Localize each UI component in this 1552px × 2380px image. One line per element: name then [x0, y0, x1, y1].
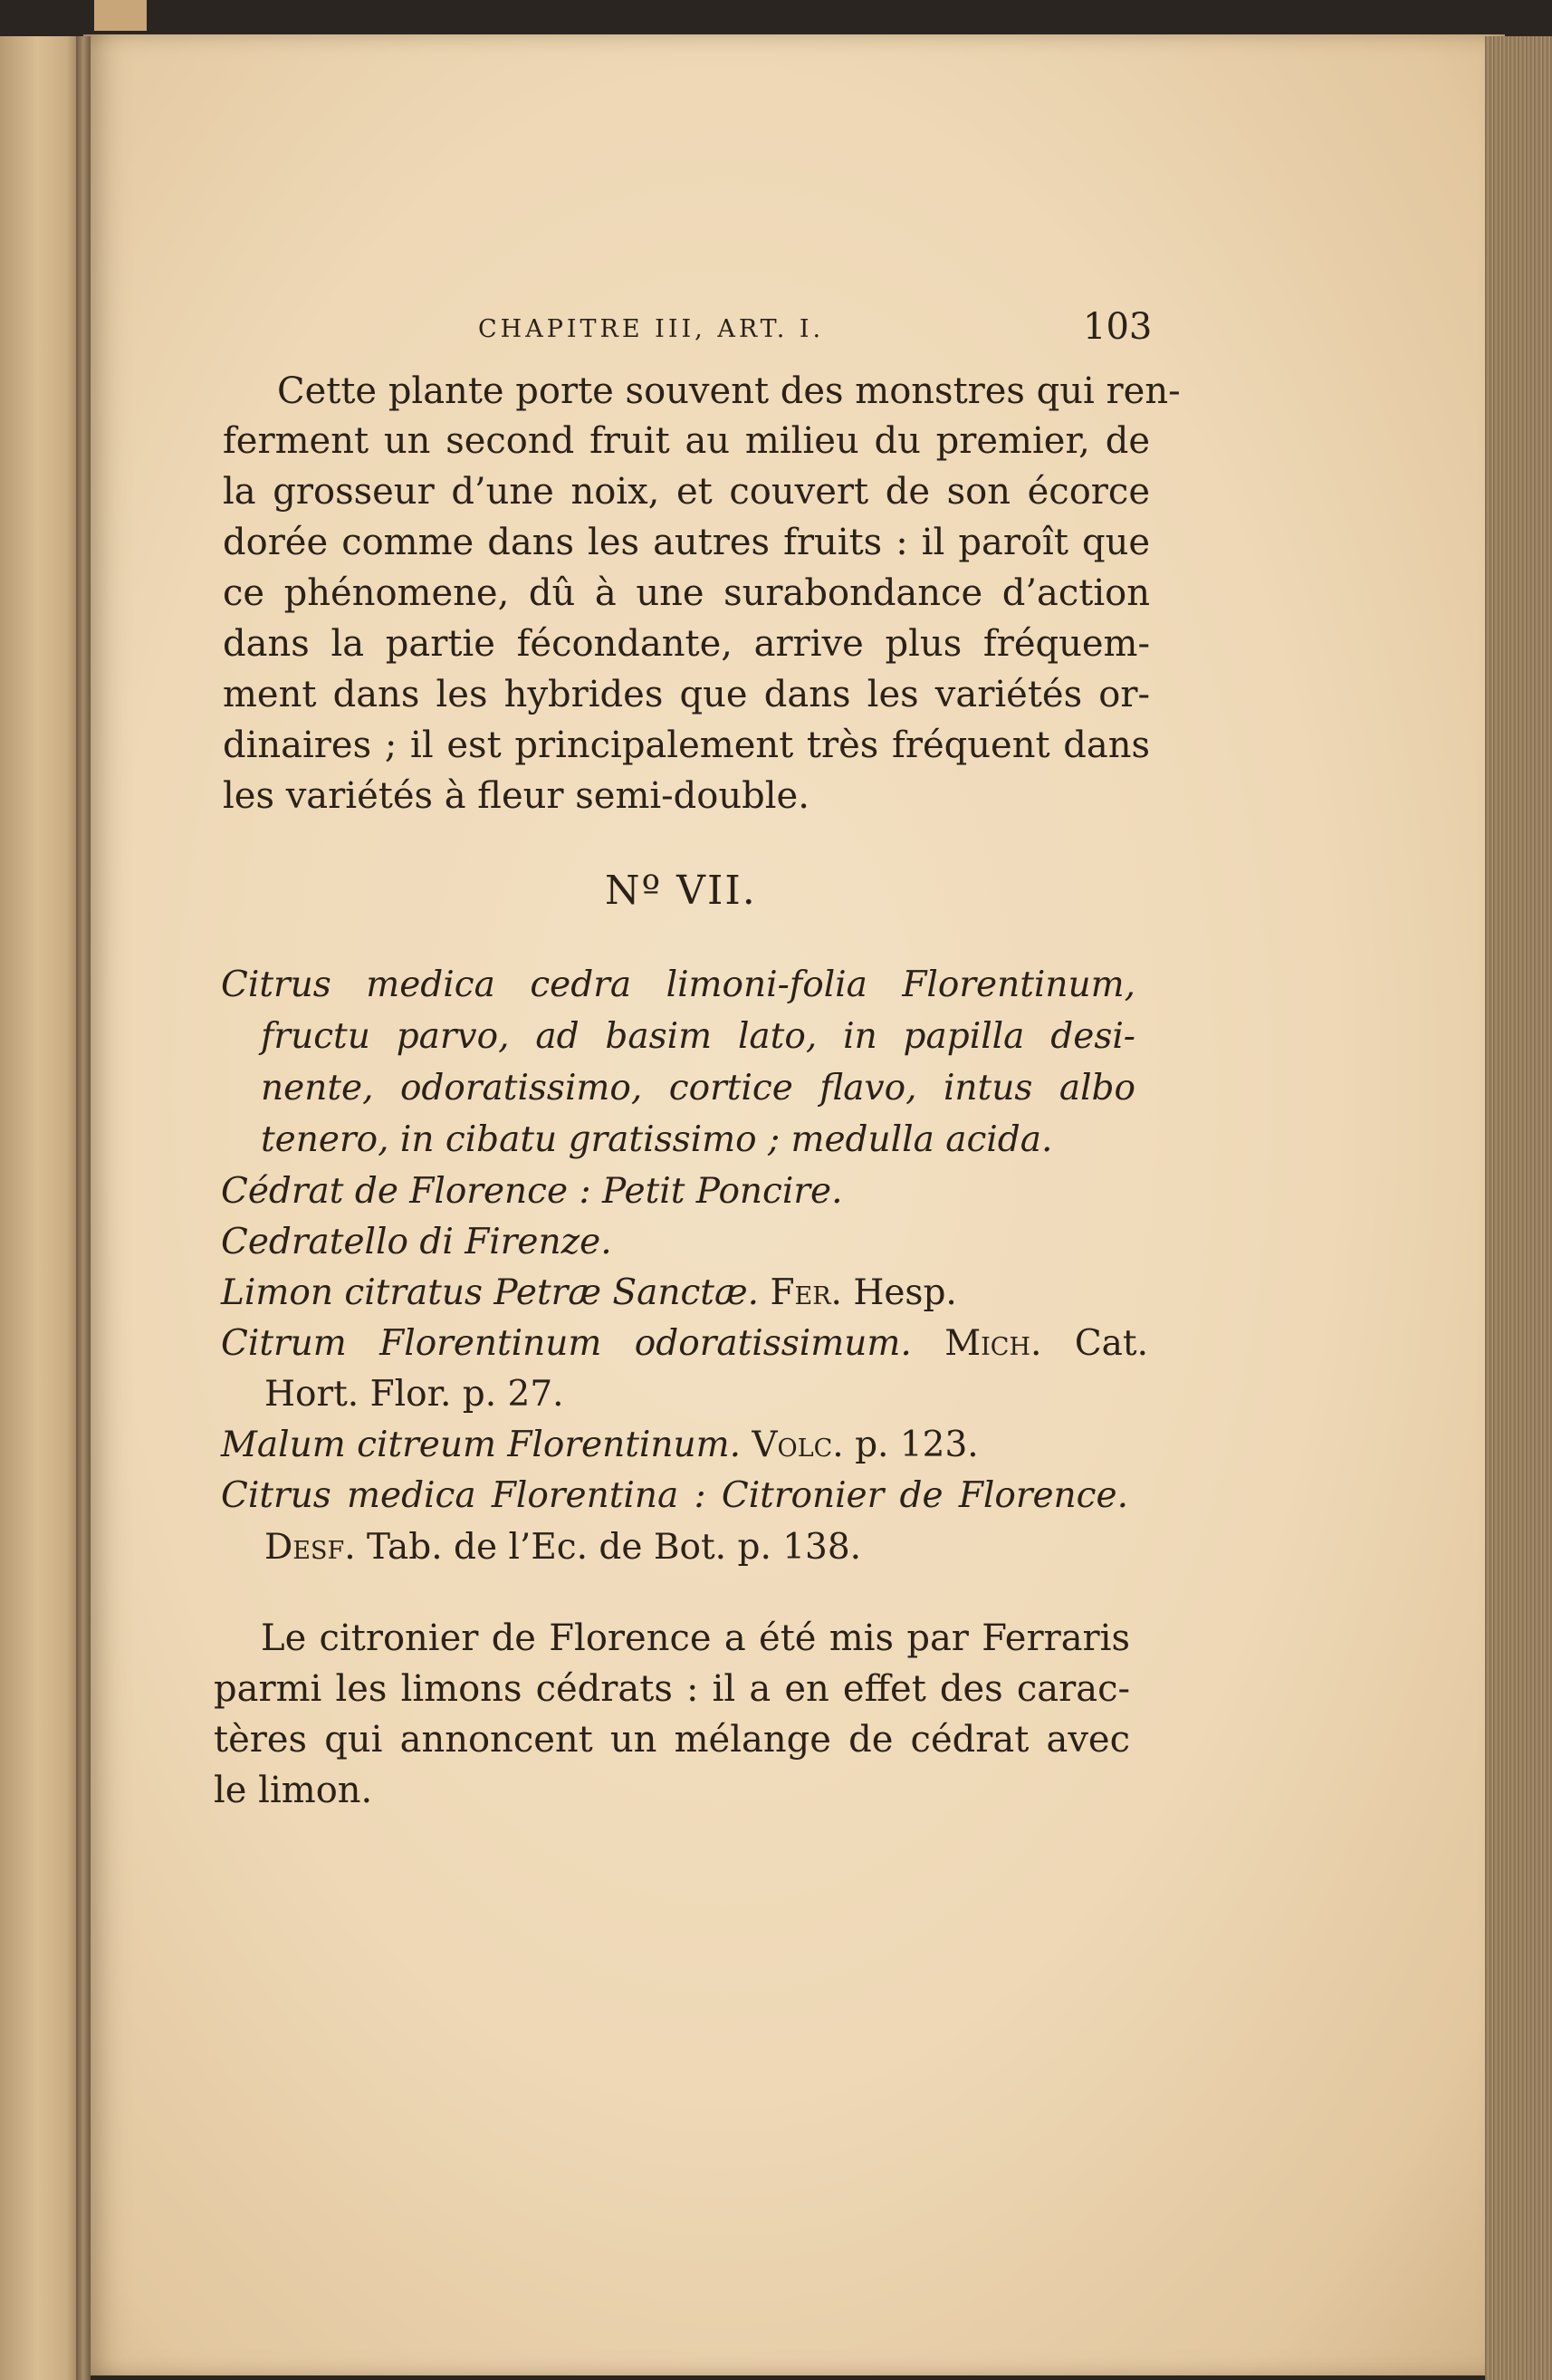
- paragraph-line: parmi les limons cédrats : il a en effet des carac-: [214, 1668, 1130, 1710]
- paragraph-line: les variétés à fleur semi-double.: [223, 775, 810, 817]
- italian-name: Cedratello di Firenze.: [221, 1222, 612, 1262]
- page-number: 103: [1083, 306, 1153, 348]
- paragraph-line: dinaires ; il est principalement très fréquent dans: [223, 725, 1150, 766]
- french-name: Cédrat de Florence : Petit Poncire.: [221, 1171, 843, 1212]
- desfontaines-author: Desf.: [264, 1527, 356, 1568]
- paragraph-line: ce phénomene, dû à une surabondance d’action: [223, 572, 1150, 614]
- section-heading: Nº VII.: [605, 868, 757, 914]
- paragraph-line: Le citronier de Florence a été mis par Ferraris: [261, 1617, 1130, 1659]
- ferrari-name: Limon citratus Petræ Sanctæ.: [221, 1272, 760, 1313]
- paragraph-line: Cette plante porte souvent des monstres qui ren-: [277, 370, 1181, 412]
- paragraph-line: la grosseur d’une noix, et couvert de son écorce: [223, 471, 1150, 513]
- paragraph-line: dans la partie fécondante, arrive plus fréquem-: [223, 623, 1150, 665]
- micheli-reference: [221, 1320, 1148, 1368]
- paragraph-line: ment dans les hybrides que dans les variétés or-: [223, 674, 1150, 715]
- paragraph-line: dorée comme dans les autres fruits : il paroît que: [223, 522, 1150, 563]
- paragraph-line: le limon.: [214, 1770, 373, 1811]
- desfontaines-reference: [264, 1524, 861, 1571]
- ferrari-author: Fer.: [770, 1272, 842, 1313]
- volckamer-reference: [221, 1422, 979, 1469]
- desfontaines-work: Tab. de l’Ec. de Bot. p. 138.: [367, 1527, 862, 1568]
- micheli-author: Mich.: [944, 1323, 1042, 1364]
- paragraph-line: tères qui annoncent un mélange de cédrat avec: [214, 1719, 1130, 1761]
- left-page-edge: [0, 36, 83, 2380]
- volckamer-name: Malum citreum Florentinum.: [221, 1425, 741, 1465]
- bookmark-ribbon: [94, 0, 147, 31]
- paragraph-line: ferment un second fruit au milieu du premier, de: [223, 420, 1150, 462]
- synonym-line: fructu parvo, ad basim lato, in papilla desi-: [261, 1016, 1135, 1057]
- desfontaines-name: Citrus medica Florentina : Citronier de Florence.: [221, 1475, 1128, 1516]
- synonym-line: tenero, in cibatu gratissimo ; medulla acida.: [261, 1119, 1053, 1160]
- ferrari-reference: [221, 1270, 957, 1317]
- synonym-line: nente, odoratissimo, cortice flavo, intus albo: [261, 1068, 1135, 1108]
- ferrari-work: Hesp.: [853, 1272, 957, 1313]
- running-title: CHAPITRE III, ART. I.: [478, 315, 825, 343]
- micheli-work-continued: Hort. Flor. p. 27.: [264, 1374, 564, 1415]
- volckamer-page: p. 123.: [855, 1425, 979, 1465]
- synonym-line: Citrus medica cedra limoni-folia Florentinum,: [221, 964, 1135, 1005]
- volckamer-author: Volc.: [752, 1425, 844, 1465]
- book-gutter: [76, 36, 91, 2380]
- micheli-work: Cat.: [1074, 1323, 1148, 1364]
- micheli-name: Citrum Florentinum odoratissimum.: [221, 1323, 912, 1364]
- page-edges: [1485, 36, 1552, 2380]
